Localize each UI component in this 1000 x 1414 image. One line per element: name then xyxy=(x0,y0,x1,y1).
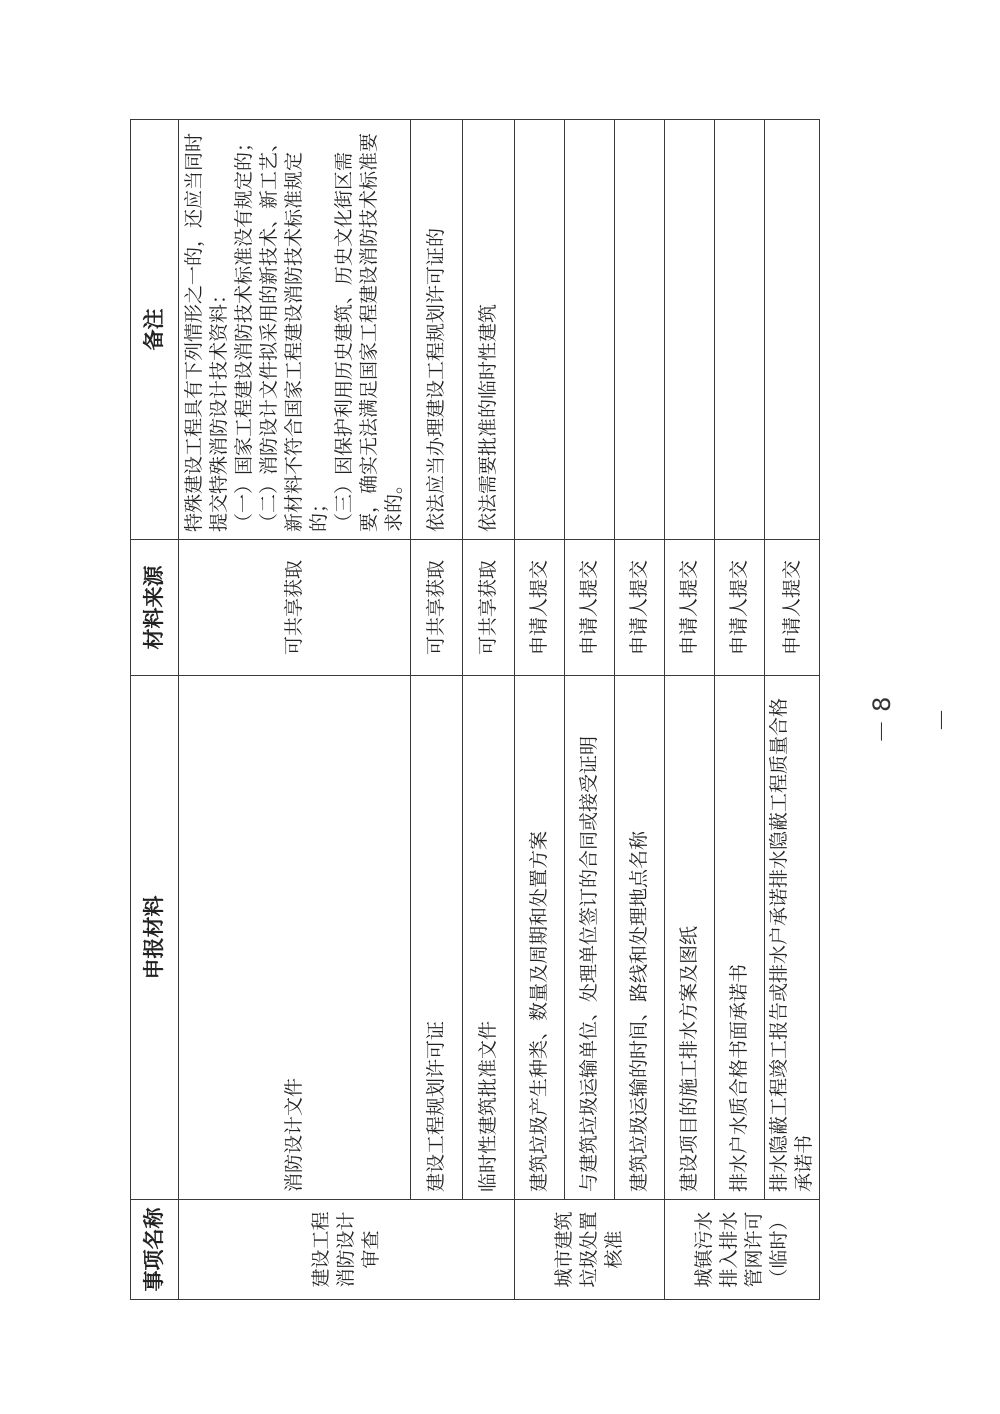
material-cell: 排水隐蔽工程竣工报告或排水户承诺排水隐蔽工程质量合格承诺书 xyxy=(765,676,820,1200)
source-cell: 申请人提交 xyxy=(615,540,665,676)
material-cell: 消防设计文件 xyxy=(179,676,411,1200)
table-row xyxy=(411,120,463,1300)
material-cell: 建筑垃圾运输的时间、路线和处理地点名称 xyxy=(615,676,665,1200)
source-cell: 申请人提交 xyxy=(515,540,565,676)
remark-cell xyxy=(615,120,665,540)
table-row xyxy=(665,120,715,1300)
table-row xyxy=(565,120,615,1300)
materials-table xyxy=(130,119,820,1300)
remark-line: （三）因保护利用历史建筑、历史文化街区需要，确实无法满足国家工程建设消防技术标准要求的。 xyxy=(333,132,406,532)
remark-cell xyxy=(765,120,820,540)
source-cell: 可共享获取 xyxy=(179,540,411,676)
table-row xyxy=(615,120,665,1300)
rotated-table-wrapper xyxy=(130,120,816,1300)
source-cell: 可共享获取 xyxy=(463,540,515,676)
remark-cell xyxy=(715,120,765,540)
table-header-row xyxy=(131,120,179,1300)
remark-cell: 依法需要批准的临时性建筑 xyxy=(463,120,515,540)
table-row xyxy=(515,120,565,1300)
source-cell: 申请人提交 xyxy=(565,540,615,676)
item-fire-design-review: 建设工程消防设计审查 xyxy=(179,1200,515,1300)
remark-line: 特殊建设工程具有下列情形之一的，还应当同时提交特殊消防设计技术资料： xyxy=(182,132,230,532)
header-materials: 申报材料 xyxy=(131,676,179,1200)
remark-line: （一）国家工程建设消防技术标准没有规定的； xyxy=(232,132,255,532)
remark-cell xyxy=(565,120,615,540)
remark-cell: 依法应当办理建设工程规划许可证的 xyxy=(411,120,463,540)
material-cell: 排水户水质合格书面承诺书 xyxy=(715,676,765,1200)
table-row xyxy=(765,120,820,1300)
material-cell: 与建筑垃圾运输单位、处理单位签订的合同或接受证明 xyxy=(565,676,615,1200)
remark-cell xyxy=(515,120,565,540)
header-remarks: 备注 xyxy=(131,120,179,540)
source-cell: 申请人提交 xyxy=(715,540,765,676)
header-source: 材料来源 xyxy=(131,540,179,676)
material-cell: 建筑垃圾产生种类、数量及周期和处置方案 xyxy=(515,676,565,1200)
source-cell: 申请人提交 xyxy=(665,540,715,676)
page-number: － 8 － xyxy=(868,696,956,744)
remark-cell xyxy=(179,120,411,540)
remark-line: （二）消防设计文件拟采用的新技术、新工艺、新材料不符合国家工程建设消防技术标准规定的； xyxy=(257,132,331,532)
remark-cell xyxy=(665,120,715,540)
table-row xyxy=(715,120,765,1300)
table-row xyxy=(463,120,515,1300)
item-sewage-discharge-permit: 城镇污水排入排水管网许可（临时） xyxy=(665,1200,820,1300)
item-construction-waste: 城市建筑垃圾处置核准 xyxy=(515,1200,665,1300)
table-row xyxy=(179,120,411,1300)
header-item-name: 事项名称 xyxy=(131,1200,179,1300)
source-cell: 申请人提交 xyxy=(765,540,820,676)
material-cell: 临时性建筑批准文件 xyxy=(463,676,515,1200)
material-cell: 建设项目的施工排水方案及图纸 xyxy=(665,676,715,1200)
source-cell: 可共享获取 xyxy=(411,540,463,676)
material-cell: 建设工程规划许可证 xyxy=(411,676,463,1200)
